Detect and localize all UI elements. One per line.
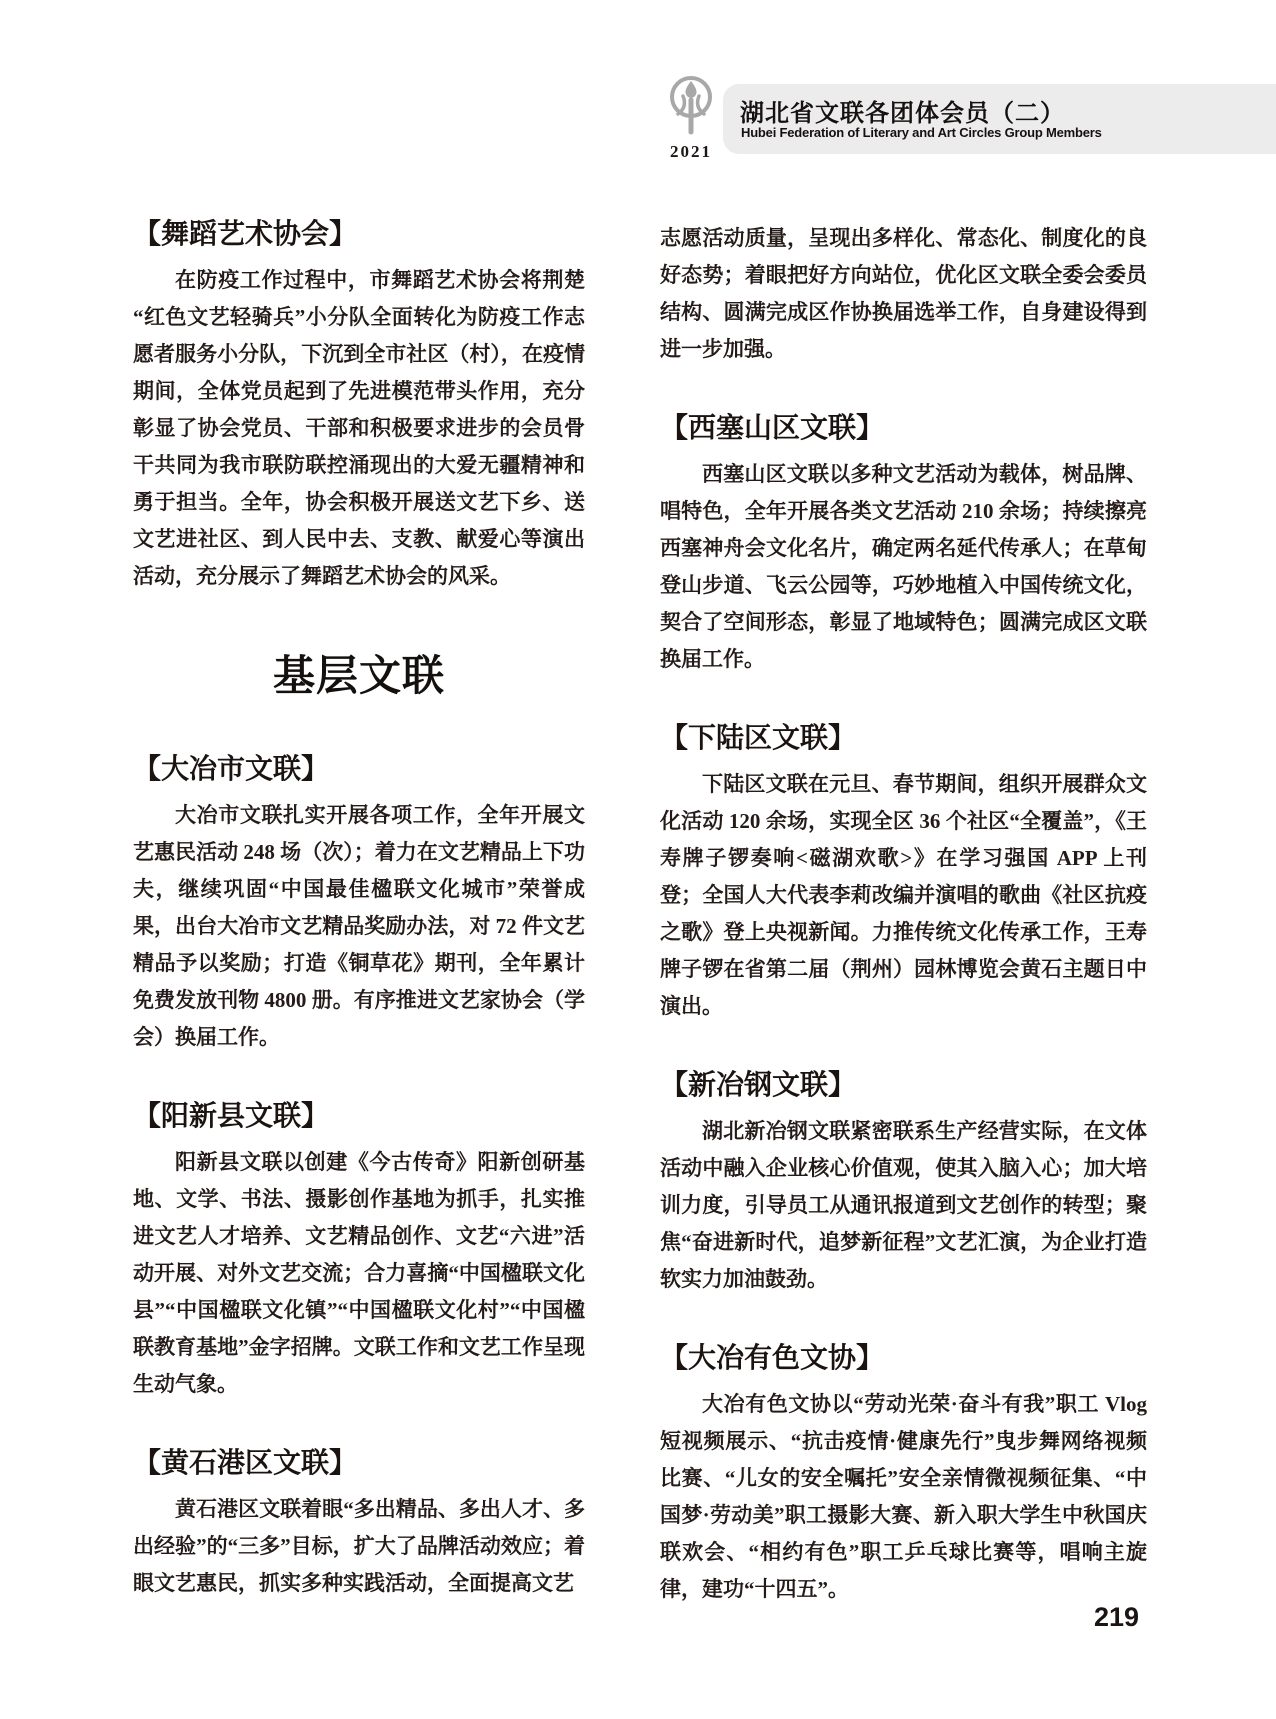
section-heading-dance-art-association: 【舞蹈艺术协会】 xyxy=(133,218,358,249)
section-heading-xialu-district-federation: 【下陆区文联】 xyxy=(660,722,857,753)
federation-emblem-icon xyxy=(669,74,713,136)
logo-year: 2021 xyxy=(670,142,712,161)
section-body-yangxin-county-federation: 阳新县文联以创建《今古传奇》阳新创研基地、文学、书法、摄影创作基地为抓手，扎实推进文艺人才培养、文艺精品创作、文艺“六进”活动开展、对外文艺交流；合力喜摘“中国楹联文化县”“中国楹联文化镇”“中国楹联文化村”“中国楹联教育基地”金字招牌。文联工作和文艺工作呈现生动气象。 xyxy=(133,1150,585,1396)
section-heading-xinyegang-federation: 【新冶钢文联】 xyxy=(660,1069,857,1100)
page-number: 219 xyxy=(1094,1602,1140,1632)
section-body-xinyegang-federation: 湖北新冶钢文联紧密联系生产经营实际，在文体活动中融入企业核心价值观，使其入脑入心；加大培训力度，引导员工从通讯报道到文艺创作的转型；聚焦“奋进新时代，追梦新征程”文艺汇演，为企业打造软实力加油鼓劲。 xyxy=(660,1119,1147,1291)
chapter-heading: 基层文联 xyxy=(272,652,445,699)
section-body-daye-city-federation: 大冶市文联扎实开展各项工作，全年开展文艺惠民活动 248 场（次）；着力在文艺精品上下功夫，继续巩固“中国最佳楹联文化城市”荣誉成果，出台大冶市文艺精品奖励办法，对 72 件文艺精品予以奖励；打造《铜草花》期刊，全年累计免费发放刊物 4800 册。有序推进文艺家协会（学会）换届工作。 xyxy=(133,803,585,1049)
section-heading-xisaishan-district-federation: 【西塞山区文联】 xyxy=(660,412,885,443)
section-body-xisaishan-district-federation: 西塞山区文联以多种文艺活动为载体，树品牌、唱特色，全年开展各类文艺活动 210 余场；持续擦亮西塞神舟会文化名片，确定两名延代传承人；在草甸登山步道、飞云公园等，巧妙地植入中国传统文化，契合了空间形态，彰显了地域特色；圆满完成区文联换届工作。 xyxy=(660,462,1147,671)
section-body-xialu-district-federation: 下陆区文联在元旦、春节期间，组织开展群众文化活动 120 余场，实现全区 36 个社区“全覆盖”，《王寿牌子锣奏响<磁湖欢歌>》在学习强国 APP 上刊登；全国人大代表李莉改编并演唱的歌曲《社区抗疫之歌》登上央视新闻。力推传统文化传承工作，王寿牌子锣在省第二届（荆州）园林博览会黄石主题日中演出。 xyxy=(660,772,1147,1018)
header-title-en: Hubei Federation of Literary and Art Circles Group Members xyxy=(741,125,1102,140)
section-heading-yangxin-county-federation: 【阳新县文联】 xyxy=(133,1100,330,1131)
column-right xyxy=(660,220,1147,1608)
section-heading-daye-city-federation: 【大冶市文联】 xyxy=(133,753,330,784)
header-title-zh: 湖北省文联各团体会员（二） xyxy=(740,100,1065,127)
section-heading-daye-nonferrous-association: 【大冶有色文协】 xyxy=(660,1342,885,1373)
section-body-daye-nonferrous-association: 大冶有色文协以“劳动光荣·奋斗有我”职工 Vlog 短视频展示、“抗击疫情·健康先行”曳步舞网络视频比赛、“儿女的安全嘱托”安全亲情微视频征集、“中国梦·劳动美”职工摄影大赛、新入职大学生中秋国庆联欢会、“相约有色”职工乒乓球比赛等，唱响主旋律，建功“十四五”。 xyxy=(660,1392,1147,1601)
continuation-paragraph: 志愿活动质量，呈现出多样化、常态化、制度化的良好态势；着眼把好方向站位，优化区文联全委会委员结构、圆满完成区作协换届选举工作，自身建设得到进一步加强。 xyxy=(660,226,1147,361)
section-body-dance-art-association: 在防疫工作过程中，市舞蹈艺术协会将荆楚“红色文艺轻骑兵”小分队全面转化为防疫工作志愿者服务小分队，下沉到全市社区（村），在疫情期间，全体党员起到了先进模范带头作用，充分彰显了协会党员、干部和积极要求进步的会员骨干共同为我市联防联控涌现出的大爱无疆精神和勇于担当。全年，协会积极开展送文艺下乡、送文艺进社区、到人民中去、支教、献爱心等演出活动，充分展示了舞蹈艺术协会的风采。 xyxy=(133,268,585,588)
federation-logo xyxy=(661,74,721,162)
section-heading-huangshigang-district-federation: 【黄石港区文联】 xyxy=(133,1447,358,1478)
column-left xyxy=(133,216,585,1602)
section-body-huangshigang-district-federation: 黄石港区文联着眼“多出精品、多出人才、多出经验”的“三多”目标，扩大了品牌活动效应；着眼文艺惠民，抓实多种实践活动，全面提高文艺 xyxy=(133,1497,585,1595)
